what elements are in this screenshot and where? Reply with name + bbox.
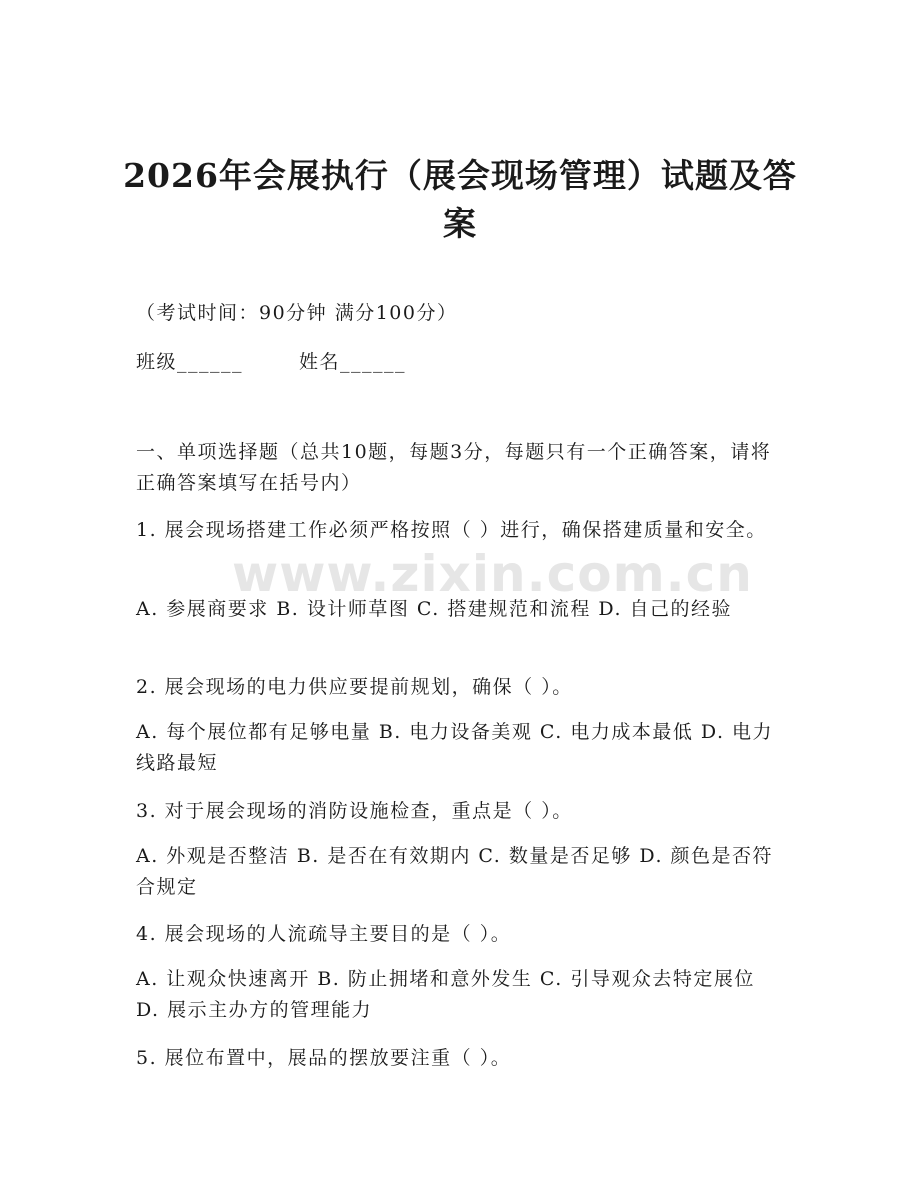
question-options: A. 每个展位都有足够电量 B. 电力设备美观 C. 电力成本最低 D. 电力线路最短 — [136, 721, 774, 774]
question-options: A. 让观众快速离开 B. 防止拥堵和意外发生 C. 引导观众去特定展位 D. 展示主办方的管理能力 — [136, 968, 755, 1021]
watermark: www.zixin.com.cn — [232, 545, 753, 603]
exam-info: （考试时间：90分钟 满分100分） — [136, 302, 458, 324]
name-field-label: 姓名______ — [299, 351, 407, 373]
document-title: 2026年会展执行（展会现场管理）试题及答案 — [123, 156, 797, 243]
question-stem: 5. 展位布置中，展品的摆放要注重（ ）。 — [136, 1047, 512, 1069]
question-options: A. 外观是否整洁 B. 是否在有效期内 C. 数量是否足够 D. 颜色是否符合规定 — [136, 845, 774, 898]
class-field-label: 班级______ — [136, 351, 244, 373]
question-stem: 4. 展会现场的人流疏导主要目的是（ ）。 — [136, 923, 512, 945]
question-options: A. 参展商要求 B. 设计师草图 C. 搭建规范和流程 D. 自己的经验 — [136, 598, 733, 620]
question-stem: 3. 对于展会现场的消防设施检查，重点是（ ）。 — [136, 800, 573, 822]
question-stem: 1. 展会现场搭建工作必须严格按照（ ）进行，确保搭建质量和安全。 — [136, 519, 767, 541]
question-stem: 2. 展会现场的电力供应要提前规划，确保（ ）。 — [136, 676, 573, 698]
section-heading: 一、单项选择题（总共10题，每题3分，每题只有一个正确答案，请将正确答案填写在括号内） — [136, 441, 772, 494]
student-fields — [136, 347, 784, 378]
